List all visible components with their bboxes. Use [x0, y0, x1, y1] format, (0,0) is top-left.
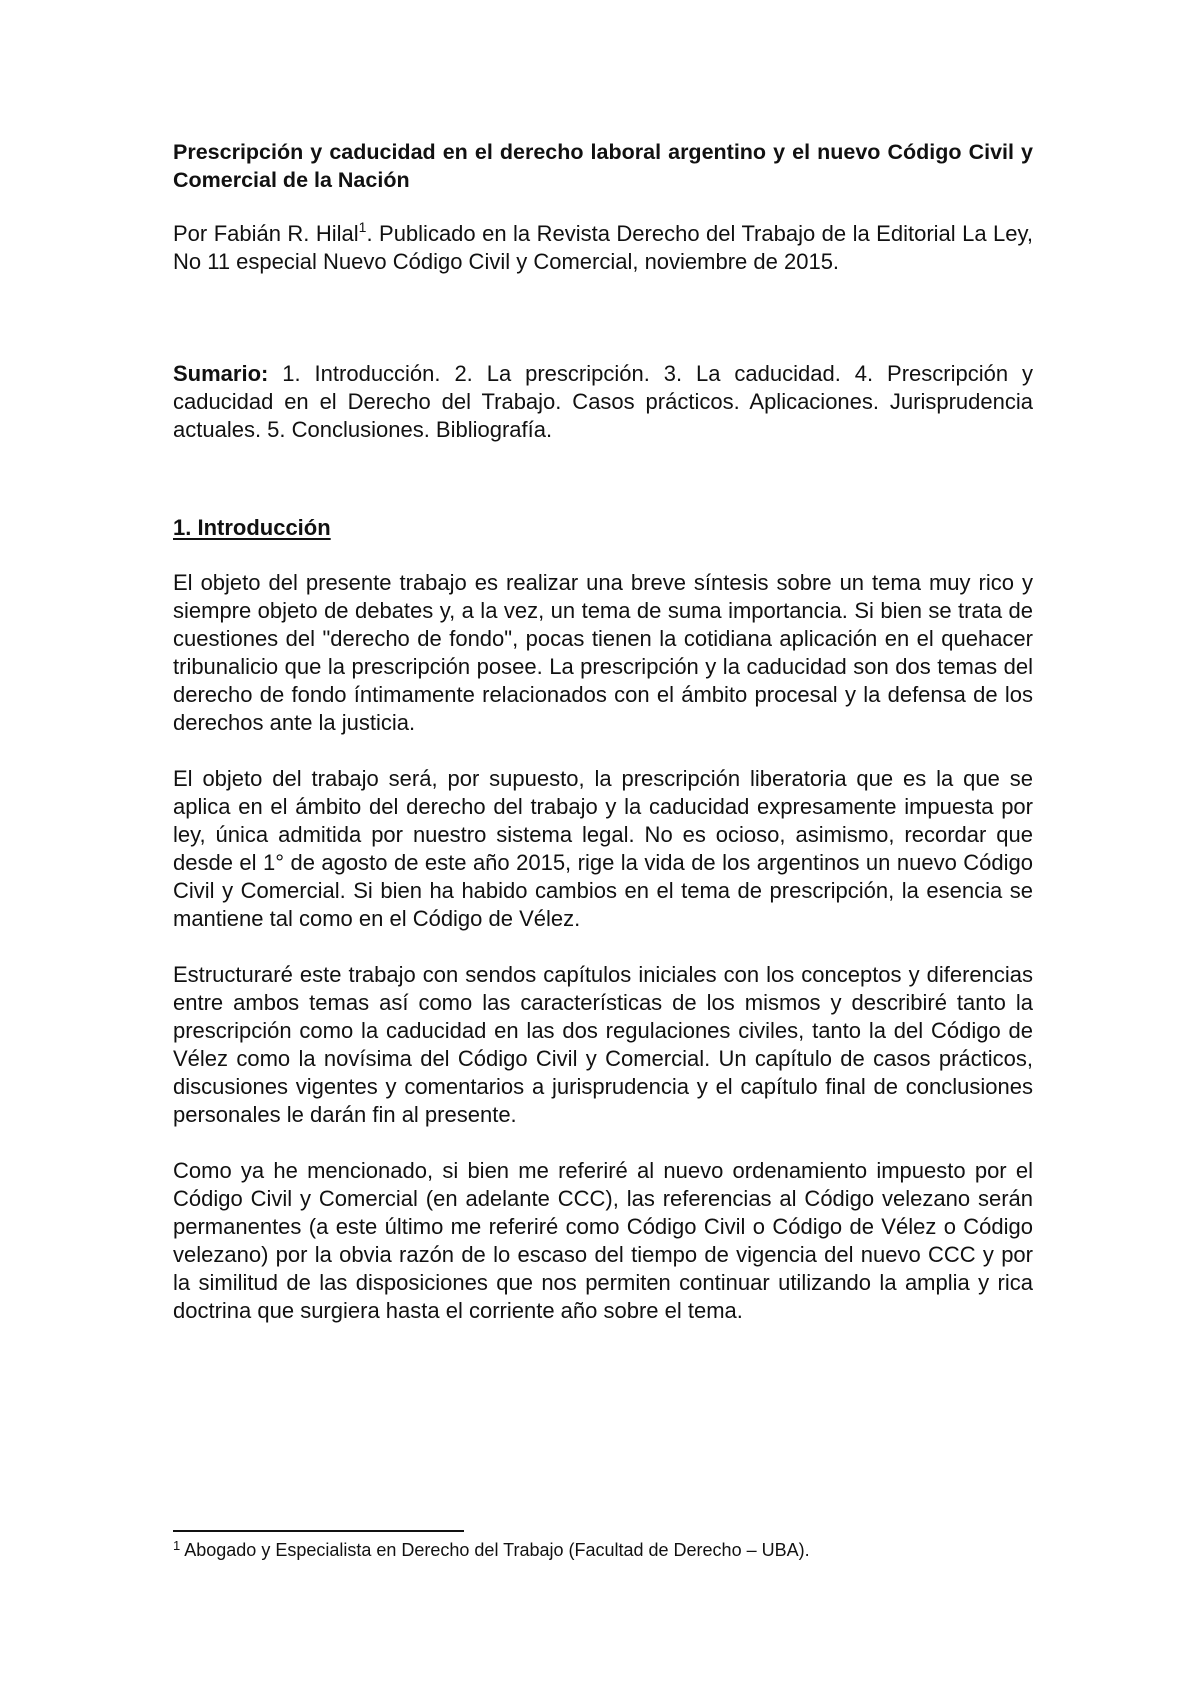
paragraph: El objeto del presente trabajo es realizar una breve síntesis sobre un tema muy rico y siempre objeto de debates y, a la vez, un tema de suma importancia. Si bien se trata de cuestiones del "derecho de fondo", pocas tienen la cotidiana aplicación en el quehacer tribunalicio que la prescripción posee. La prescripción y la caducidad son dos temas del derecho de fondo íntimamente relacionados con el ámbito procesal y la defensa de los derechos ante la justicia.: [173, 570, 1033, 735]
summary: [173, 360, 1033, 444]
author-byline: [173, 220, 1033, 276]
document-title: Prescripción y caducidad en el derecho laboral argentino y el nuevo Código Civil y Comercial de la Nación: [173, 140, 1033, 192]
summary-label: Sumario:: [173, 361, 269, 386]
paragraph: El objeto del trabajo será, por supuesto, la prescripción liberatoria que es la que se aplica en el ámbito del derecho del trabajo y la caducidad expresamente impuesta por ley, única admitida por nuestro sistema legal. No es ocioso, asimismo, recordar que desde el 1° de agosto de este año 2015, rige la vida de los argentinos un nuevo Código Civil y Comercial. Si bien ha habido cambios en el tema de prescripción, la esencia se mantiene tal como en el Código de Vélez.: [173, 766, 1033, 931]
footnote-reference: 1: [358, 219, 367, 235]
paragraph: Estructuraré este trabajo con sendos capítulos iniciales con los conceptos y diferencias entre ambos temas así como las características de los mismos y describiré tanto la prescripción como la caducidad en las dos regulaciones civiles, tanto la del Código de Vélez como la novísima del Código Civil y Comercial. Un capítulo de casos prácticos, discusiones vigentes y comentarios a jurisprudencia y el capítulo final de conclusiones personales le darán fin al presente.: [173, 962, 1033, 1127]
footnote: [173, 1538, 1033, 1562]
footnote-number: 1: [173, 1538, 181, 1553]
section-heading: 1. Introducción: [173, 515, 331, 540]
paragraph: Como ya he mencionado, si bien me referiré al nuevo ordenamiento impuesto por el Código Civil y Comercial (en adelante CCC), las referencias al Código velezano serán permanentes (a este último me referiré como Código Civil o Código de Vélez o Código velezano) por la obvia razón de lo escaso del tiempo de vigencia del nuevo CCC y por la similitud de las disposiciones que nos permiten continuar utilizando la amplia y rica doctrina que surgiera hasta el corriente año sobre el tema.: [173, 1158, 1033, 1323]
summary-text: 1. Introducción. 2. La prescripción. 3. La caducidad. 4. Prescripción y caducidad en el Derecho del Trabajo. Casos prácticos. Aplicaciones. Jurisprudencia actuales. 5. Conclusiones. Bibliografía.: [173, 361, 1033, 442]
byline-publication: . Publicado en la Revista Derecho del Trabajo de la Editorial La Ley, No 11 especial Nuevo Código Civil y Comercial, noviembre de 2015.: [173, 221, 1033, 274]
document-page: [173, 138, 1033, 1325]
byline-author: Por Fabián R. Hilal: [173, 221, 359, 246]
footnote-separator: [173, 1530, 464, 1532]
footnote-text: Abogado y Especialista en Derecho del Trabajo (Facultad de Derecho – UBA).: [180, 1540, 810, 1560]
